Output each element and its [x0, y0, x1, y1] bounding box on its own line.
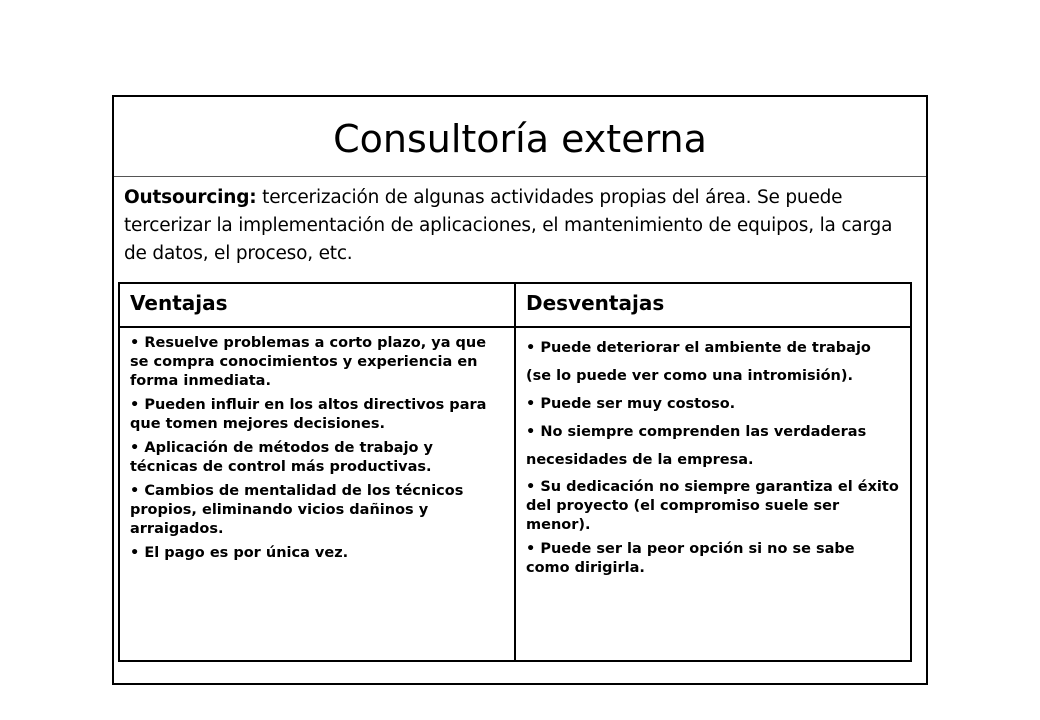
ventaja-text: El pago es por única vez.: [144, 545, 349, 561]
list-item: [526, 540, 900, 578]
ventaja-text: Resuelve problemas a corto plazo, ya que se compra conocimientos y experiencia en forma inmediata.: [130, 335, 487, 389]
bullet-icon: •: [130, 545, 140, 561]
ventaja-text: Cambios de mentalidad de los técnicos propios, eliminando vicios dañinos y arraigados.: [130, 483, 464, 537]
table-header-row: [119, 283, 911, 327]
bullet-icon: •: [526, 479, 536, 495]
ventaja-text: Pueden influir en los altos directivos para que tomen mejores decisiones.: [130, 397, 487, 432]
desventaja-text: Puede ser la peor opción si no se sabe como dirigirla.: [526, 541, 855, 576]
list-item: [130, 544, 504, 563]
intro-term: Outsourcing:: [124, 187, 257, 208]
desventaja-text: No siempre comprenden las verdaderas necesidades de la empresa.: [526, 424, 867, 468]
table-row: [119, 327, 911, 661]
bullet-icon: •: [526, 340, 536, 356]
ventaja-text: Aplicación de métodos de trabajo y técnicas de control más productivas.: [130, 440, 434, 475]
intro-paragraph: [124, 184, 914, 268]
list-item: [130, 396, 504, 434]
desventaja-text: Puede ser muy costoso.: [540, 396, 736, 412]
list-item: [130, 482, 504, 539]
slide-title: Consultoría externa: [333, 116, 707, 161]
header-ventajas: Ventajas: [119, 283, 515, 327]
list-item: [130, 439, 504, 477]
intro-text: tercerización de algunas actividades propias del área. Se puede tercerizar la implementación de aplicaciones, el mantenimiento de equipos, la carga de datos, el proceso, etc.: [124, 187, 893, 264]
bullet-icon: •: [526, 424, 536, 440]
list-item: [526, 418, 900, 474]
list-item: [526, 390, 900, 418]
list-item: [526, 478, 900, 535]
bullet-icon: •: [130, 483, 140, 499]
bullet-icon: •: [130, 397, 140, 413]
desventajas-cell: [515, 327, 911, 661]
desventaja-text: Puede deteriorar el ambiente de trabajo (se lo puede ver como una intromisión).: [526, 340, 871, 384]
bullet-icon: •: [526, 396, 536, 412]
list-item: [526, 334, 900, 390]
bullet-icon: •: [526, 541, 536, 557]
bullet-icon: •: [130, 335, 140, 351]
header-desventajas: Desventajas: [515, 283, 911, 327]
bullet-icon: •: [130, 440, 140, 456]
comparison-table: [118, 282, 912, 662]
title-band: [114, 97, 926, 177]
list-item: [130, 334, 504, 391]
desventajas-list: [526, 334, 900, 578]
desventaja-text: Su dedicación no siempre garantiza el éxito del proyecto (el compromiso suele ser menor).: [526, 479, 899, 533]
ventajas-list: [130, 334, 504, 563]
ventajas-cell: [119, 327, 515, 661]
